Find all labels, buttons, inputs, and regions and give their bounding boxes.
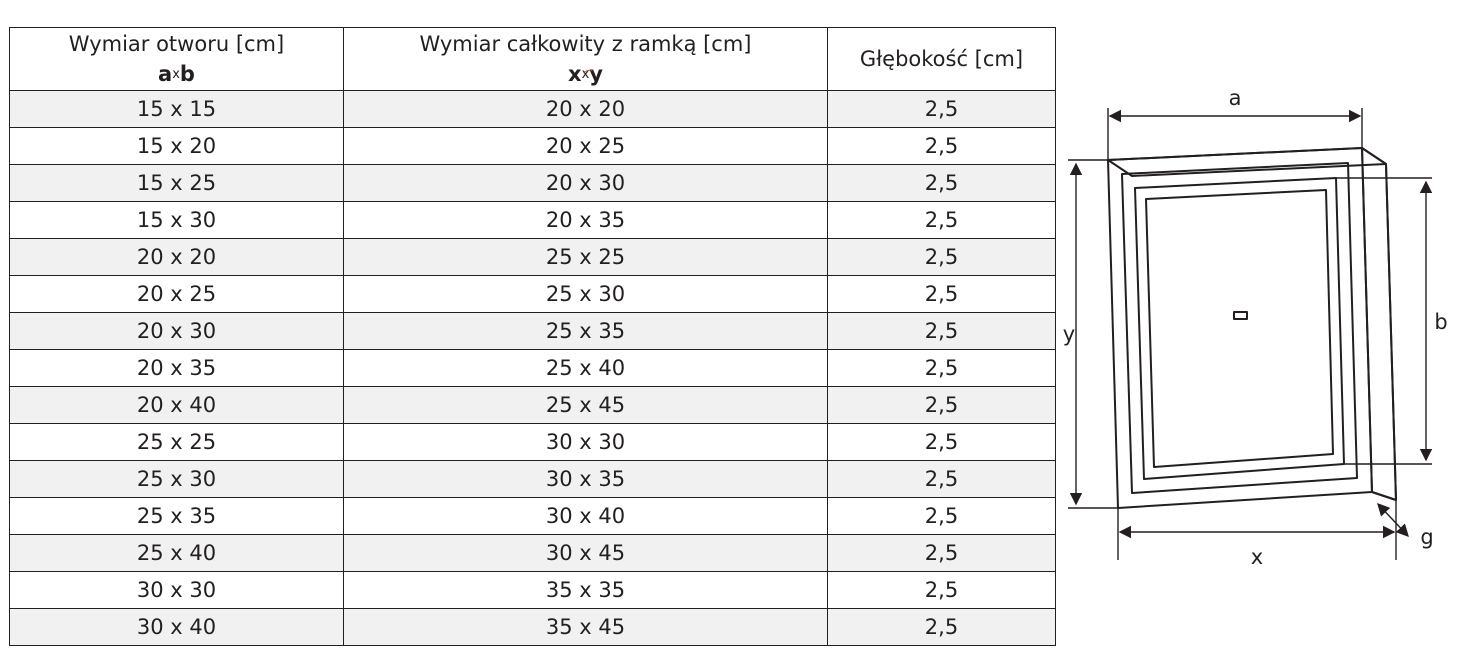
header-opening-size-title: Wymiar otworu [cm]: [68, 31, 285, 56]
cell-total: 20 x 30: [344, 165, 828, 202]
cell-total: 25 x 45: [344, 387, 828, 424]
table-row: [10, 387, 1056, 424]
cell-depth: 2,5: [828, 350, 1056, 387]
cell-depth: 2,5: [828, 276, 1056, 313]
dimension-label-b: b: [1434, 310, 1448, 334]
table-row: [10, 535, 1056, 572]
cell-depth: 2,5: [828, 387, 1056, 424]
table-header-row: [10, 28, 1056, 91]
table-body: [10, 91, 1056, 646]
table-row: [10, 128, 1056, 165]
cell-total: 25 x 25: [344, 239, 828, 276]
cell-opening: 25 x 35: [10, 498, 344, 535]
cell-opening: 20 x 20: [10, 239, 344, 276]
cell-opening: 25 x 30: [10, 461, 344, 498]
cell-total: 30 x 40: [344, 498, 828, 535]
table-row: [10, 498, 1056, 535]
table-row: [10, 91, 1056, 128]
table-row: [10, 572, 1056, 609]
cell-depth: 2,5: [828, 313, 1056, 350]
table-row: [10, 165, 1056, 202]
cell-opening: 30 x 30: [10, 572, 344, 609]
cell-total: 35 x 45: [344, 609, 828, 646]
header-depth-title: Głębokość [cm]: [859, 46, 1024, 71]
cell-total: 30 x 30: [344, 424, 828, 461]
table-row: [10, 609, 1056, 646]
header-opening-x: x: [172, 67, 180, 83]
header-opening-b: b: [179, 62, 195, 86]
cell-opening: 20 x 25: [10, 276, 344, 313]
cell-depth: 2,5: [828, 239, 1056, 276]
cell-depth: 2,5: [828, 572, 1056, 609]
cell-total: 35 x 35: [344, 572, 828, 609]
table-row: [10, 239, 1056, 276]
dimension-label-g: g: [1420, 525, 1434, 549]
access-panel-illustration: [1108, 148, 1396, 508]
cell-total: 25 x 35: [344, 313, 828, 350]
size-table-container: [9, 27, 1055, 646]
table-row: [10, 313, 1056, 350]
cell-depth: 2,5: [828, 91, 1056, 128]
cell-opening: 20 x 30: [10, 313, 344, 350]
dimension-label-a: a: [1228, 86, 1242, 110]
cell-depth: 2,5: [828, 424, 1056, 461]
header-total-x: x: [568, 62, 582, 86]
cell-opening: 30 x 40: [10, 609, 344, 646]
cell-opening: 15 x 25: [10, 165, 344, 202]
cell-opening: 20 x 40: [10, 387, 344, 424]
cell-opening: 15 x 20: [10, 128, 344, 165]
cell-depth: 2,5: [828, 128, 1056, 165]
header-opening-size: [10, 28, 344, 91]
table-row: [10, 276, 1056, 313]
size-table: [9, 27, 1056, 646]
header-total-size-title: Wymiar całkowity z ramką [cm]: [419, 31, 752, 56]
table-header: [10, 28, 1056, 91]
cell-total: 20 x 20: [344, 91, 828, 128]
table-row: [10, 424, 1056, 461]
cell-total: 25 x 40: [344, 350, 828, 387]
cell-depth: 2,5: [828, 535, 1056, 572]
header-total-multiply: x: [581, 67, 590, 83]
cell-opening: 25 x 40: [10, 535, 344, 572]
cell-opening: 25 x 25: [10, 424, 344, 461]
cell-opening: 20 x 35: [10, 350, 344, 387]
table-row: [10, 461, 1056, 498]
table-row: [10, 202, 1056, 239]
dimension-label-x: x: [1250, 545, 1264, 569]
header-opening-size-formula: [10, 60, 343, 88]
cell-total: 30 x 35: [344, 461, 828, 498]
cell-depth: 2,5: [828, 202, 1056, 239]
cell-total: 20 x 35: [344, 202, 828, 239]
technical-drawing: [1060, 60, 1452, 580]
header-total-y: y: [589, 62, 603, 86]
header-depth: [828, 28, 1056, 91]
header-total-size-formula: [344, 60, 827, 88]
header-total-size: [344, 28, 828, 91]
cell-total: 20 x 25: [344, 128, 828, 165]
header-opening-a: a: [158, 62, 173, 86]
cell-depth: 2,5: [828, 165, 1056, 202]
cell-depth: 2,5: [828, 609, 1056, 646]
dimension-label-y: y: [1062, 322, 1076, 346]
cell-depth: 2,5: [828, 461, 1056, 498]
table-row: [10, 350, 1056, 387]
cell-depth: 2,5: [828, 498, 1056, 535]
cell-opening: 15 x 15: [10, 91, 344, 128]
cell-total: 25 x 30: [344, 276, 828, 313]
cell-opening: 15 x 30: [10, 202, 344, 239]
cell-total: 30 x 45: [344, 535, 828, 572]
